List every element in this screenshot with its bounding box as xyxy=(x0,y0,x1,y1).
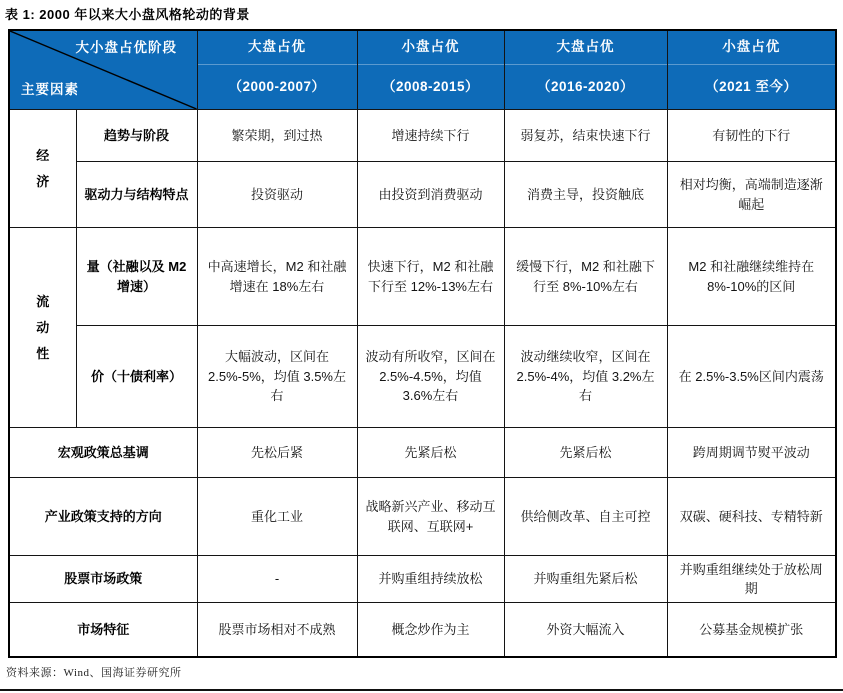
cell-stock-2016: 并购重组先紧后松 xyxy=(504,556,667,603)
cell-trend-2008: 增速持续下行 xyxy=(357,110,504,162)
cell-trend-2021: 有韧性的下行 xyxy=(667,110,836,162)
cell-quantity-2000: 中高速增长，M2 和社融增速在 18%左右 xyxy=(197,228,357,326)
cell-quantity-2008: 快速下行，M2 和社融下行至 12%-13%左右 xyxy=(357,228,504,326)
cell-quantity-2016: 缓慢下行，M2 和社融下行至 8%-10%左右 xyxy=(504,228,667,326)
cell-price-2008: 波动有所收窄，区间在 2.5%-4.5%，均值 3.6%左右 xyxy=(357,326,504,428)
group-label-economy xyxy=(9,110,76,228)
header-period-2016-2020 xyxy=(504,30,667,110)
cell-macro-2016: 先紧后松 xyxy=(504,428,667,478)
table-row-quantity xyxy=(9,228,836,326)
period-range: （2016-2020） xyxy=(536,78,635,94)
cell-price-2021: 在 2.5%-3.5%区间内震荡 xyxy=(667,326,836,428)
cell-driver-2021: 相对均衡，高端制造逐渐崛起 xyxy=(667,162,836,228)
cell-industry-2021: 双碳、硬科技、专精特新 xyxy=(667,478,836,556)
page-bottom-rule xyxy=(0,689,843,691)
cell-stock-2008: 并购重组持续放松 xyxy=(357,556,504,603)
table-row-macro-policy xyxy=(9,428,836,478)
table-title: 表 1: 2000 年以来大小盘风格轮动的背景 xyxy=(5,7,250,22)
cell-macro-2000: 先松后紧 xyxy=(197,428,357,478)
style-rotation-table xyxy=(8,29,837,658)
cell-price-2000: 大幅波动，区间在 2.5%-5%，均值 3.5%左右 xyxy=(197,326,357,428)
period-range: （2021 至今） xyxy=(705,78,798,94)
table-row-industry-policy xyxy=(9,478,836,556)
cell-industry-2016: 供给侧改革、自主可控 xyxy=(504,478,667,556)
header-factor-label: 主要因素 xyxy=(21,81,79,97)
cell-traits-2008: 概念炒作为主 xyxy=(357,603,504,657)
cell-trend-2000: 繁荣期，到过热 xyxy=(197,110,357,162)
period-regime: 大盘占优 xyxy=(505,31,667,65)
period-range: （2008-2015） xyxy=(381,78,480,94)
header-phase-label: 大小盘占优阶段 xyxy=(75,40,177,55)
period-regime: 小盘占优 xyxy=(668,31,836,65)
cell-price-2016: 波动继续收窄，区间在 2.5%-4%，均值 3.2%左右 xyxy=(504,326,667,428)
cell-driver-2016: 消费主导，投资触底 xyxy=(504,162,667,228)
cell-macro-2021: 跨周期调节熨平波动 xyxy=(667,428,836,478)
row-label-macro-policy: 宏观政策总基调 xyxy=(9,428,197,478)
period-range: （2000-2007） xyxy=(228,78,326,94)
header-period-2000-2007 xyxy=(197,30,357,110)
row-label-price: 价（十债利率） xyxy=(76,326,197,428)
table-row-trend xyxy=(9,110,836,162)
period-regime: 大盘占优 xyxy=(198,31,357,65)
row-label-trend: 趋势与阶段 xyxy=(76,110,197,162)
row-label-quantity: 量（社融以及 M2 增速） xyxy=(76,228,197,326)
row-label-market-traits: 市场特征 xyxy=(9,603,197,657)
cell-industry-2008: 战略新兴产业、移动互联网、互联网+ xyxy=(357,478,504,556)
cell-driver-2008: 由投资到消费驱动 xyxy=(357,162,504,228)
period-regime: 小盘占优 xyxy=(358,31,504,65)
header-row xyxy=(9,30,836,110)
row-label-stock-policy: 股票市场政策 xyxy=(9,556,197,603)
header-diagonal-cell xyxy=(9,30,197,110)
cell-trend-2016: 弱复苏，结束快速下行 xyxy=(504,110,667,162)
group-label-text: 流动性 xyxy=(36,293,50,361)
cell-traits-2000: 股票市场相对不成熟 xyxy=(197,603,357,657)
group-label-text: 经济 xyxy=(36,147,50,189)
table-row-driver xyxy=(9,162,836,228)
group-label-liquidity xyxy=(9,228,76,428)
cell-quantity-2021: M2 和社融继续维持在 8%-10%的区间 xyxy=(667,228,836,326)
table-row-stock-policy xyxy=(9,556,836,603)
cell-macro-2008: 先紧后松 xyxy=(357,428,504,478)
source-note: 资料来源：Wind、国海证券研究所 xyxy=(6,667,182,679)
table-row-price xyxy=(9,326,836,428)
cell-traits-2021: 公募基金规模扩张 xyxy=(667,603,836,657)
cell-traits-2016: 外资大幅流入 xyxy=(504,603,667,657)
cell-stock-2000: - xyxy=(197,556,357,603)
header-period-2008-2015 xyxy=(357,30,504,110)
cell-industry-2000: 重化工业 xyxy=(197,478,357,556)
row-label-industry-policy: 产业政策支持的方向 xyxy=(9,478,197,556)
table-row-market-traits xyxy=(9,603,836,657)
cell-stock-2021: 并购重组继续处于放松周期 xyxy=(667,556,836,603)
header-period-2021-now xyxy=(667,30,836,110)
cell-driver-2000: 投资驱动 xyxy=(197,162,357,228)
row-label-driver: 驱动力与结构特点 xyxy=(76,162,197,228)
